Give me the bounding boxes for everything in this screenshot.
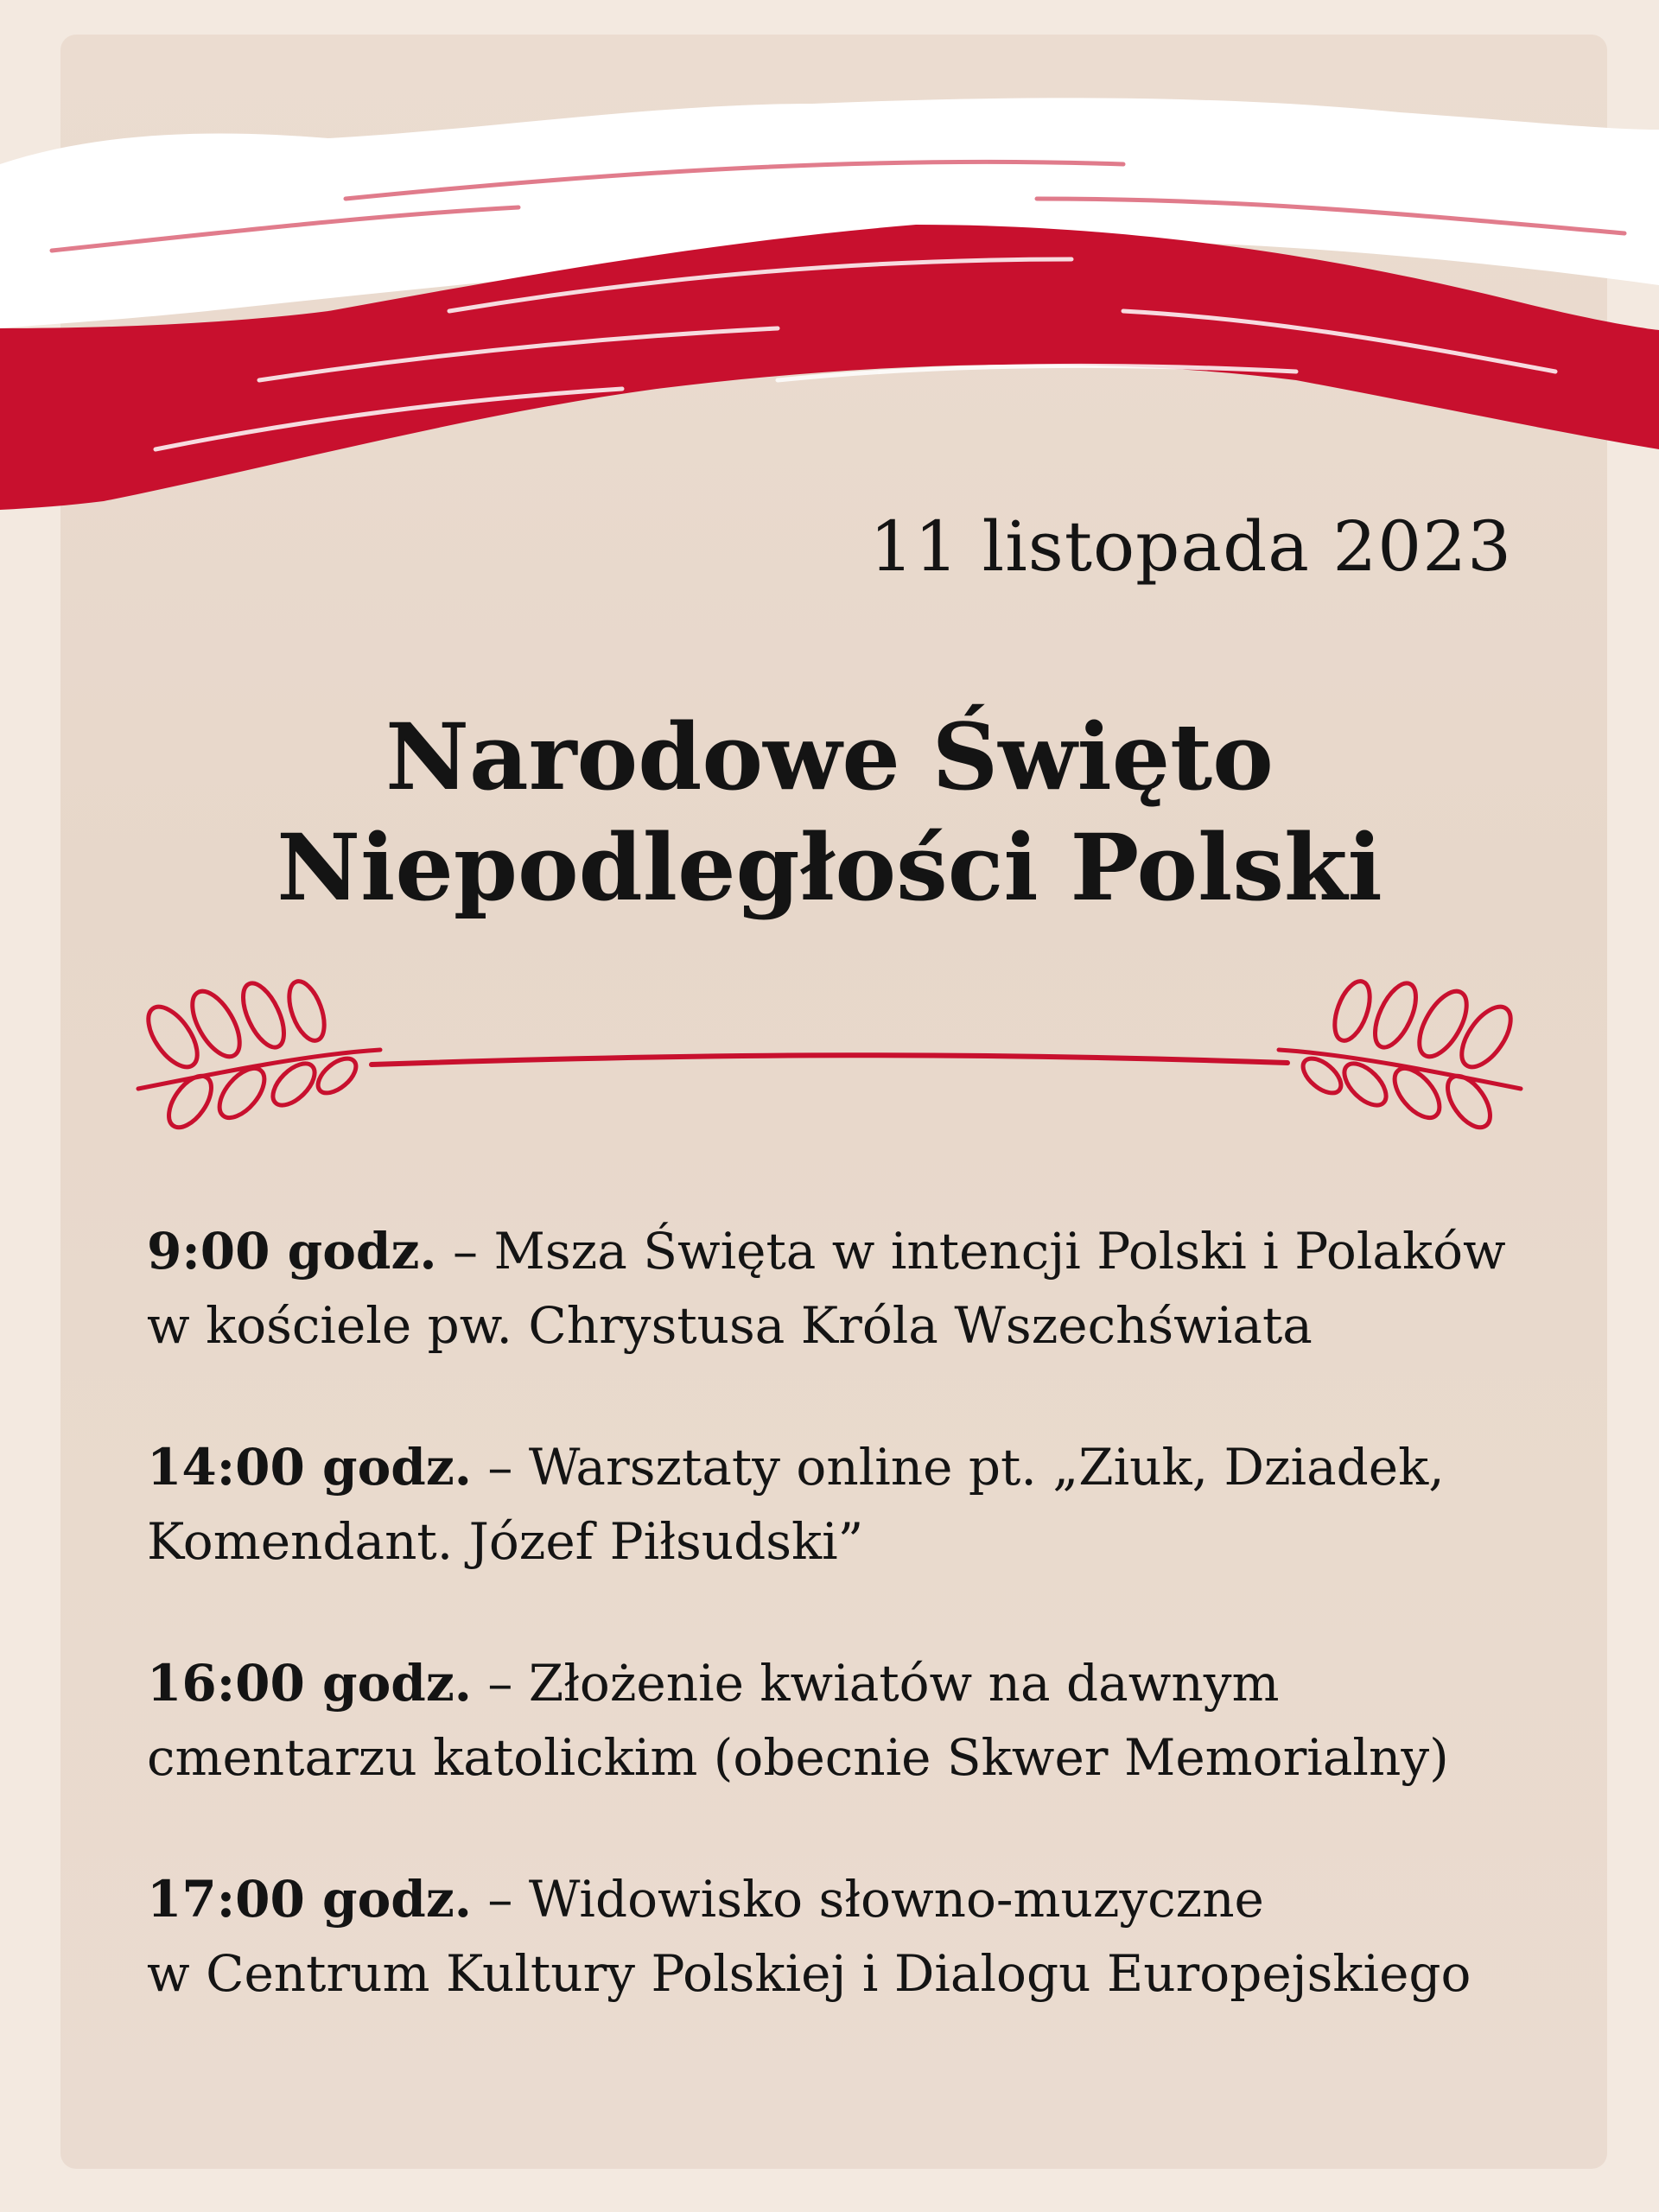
schedule-item-description: – Złożenie kwiatów na dawnym xyxy=(471,1654,1280,1713)
schedule-item-time: 17:00 godz. xyxy=(147,1870,472,1929)
schedule-item-description: – Warsztaty online pt. „Ziuk, Dziadek, xyxy=(471,1438,1445,1497)
schedule-item-line-1 xyxy=(147,1862,1547,1936)
event-schedule xyxy=(147,1214,1547,2078)
page-title xyxy=(0,702,1659,923)
schedule-item-description: – Msza Święta w intencji Polski i Polaków xyxy=(436,1222,1506,1281)
title-line-1: Narodowe Święto xyxy=(385,702,1274,810)
schedule-item-line-2: Komendant. Józef Piłsudski” xyxy=(147,1512,864,1571)
schedule-item-line-2: cmentarzu katolickim (obecnie Skwer Memorialny) xyxy=(147,1728,1449,1787)
schedule-item xyxy=(147,1646,1547,1862)
schedule-item-time: 9:00 godz. xyxy=(147,1222,437,1281)
title-line-2: Niepodległości Polski xyxy=(276,813,1382,921)
polish-flag-brushstroke xyxy=(0,0,1659,553)
schedule-item-line-1 xyxy=(147,1430,1547,1504)
schedule-item xyxy=(147,1430,1547,1646)
laurel-branch-icon xyxy=(138,976,380,1135)
schedule-item-line-2: w Centrum Kultury Polskiej i Dialogu Europejskiego xyxy=(147,1944,1471,2003)
schedule-item-time: 16:00 godz. xyxy=(147,1654,472,1713)
schedule-item-description: – Widowisko słowno-muzyczne xyxy=(471,1870,1264,1929)
event-date: 11 listopada 2023 xyxy=(869,506,1512,587)
divider-line xyxy=(372,1055,1287,1065)
schedule-item-line-2: w kościele pw. Chrystusa Króla Wszechświata xyxy=(147,1296,1313,1355)
schedule-item-line-1 xyxy=(147,1646,1547,1720)
schedule-item-line-1 xyxy=(147,1214,1547,1288)
laurel-branch-icon xyxy=(1279,976,1521,1135)
laurel-divider xyxy=(121,942,1538,1141)
schedule-item xyxy=(147,1214,1547,1430)
schedule-item-time: 14:00 godz. xyxy=(147,1438,472,1497)
schedule-item xyxy=(147,1862,1547,2078)
